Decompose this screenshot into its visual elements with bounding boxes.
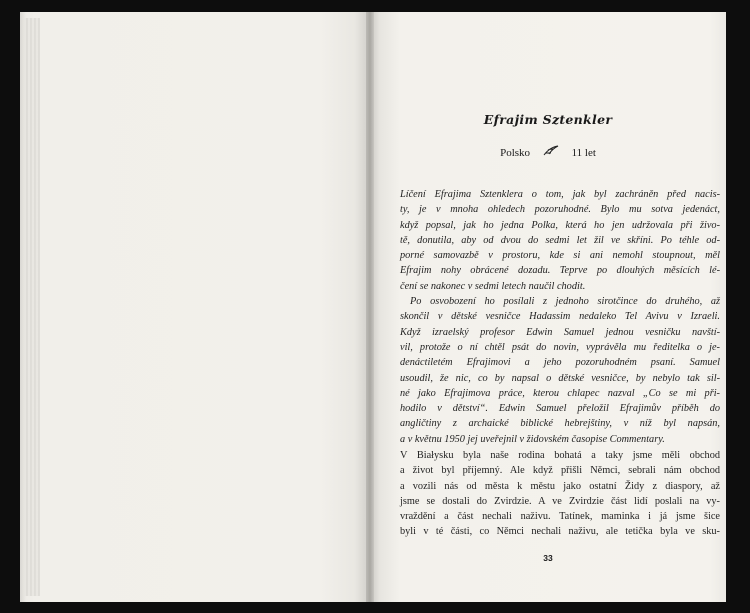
book-gutter bbox=[366, 12, 374, 602]
page-edges bbox=[24, 18, 40, 596]
body-paragraph bbox=[400, 448, 720, 540]
right-page bbox=[370, 12, 726, 602]
intro-line: Po osvobození ho posílali z jednoho sirotčince do druhého, až bbox=[410, 296, 720, 308]
intro-line: Efrajim nohy obrácené dozadu. Teprve po dlouhých měsících lé- bbox=[400, 265, 720, 277]
chapter-subtitle bbox=[370, 145, 726, 159]
intro-line: Líčení Efrajima Sztenklera o tom, jak byl zachráněn před nacis- bbox=[400, 189, 720, 200]
left-page bbox=[20, 12, 370, 602]
intro-paragraph bbox=[400, 187, 720, 447]
intro-line: porné samovazbě v prostoru, kde si ani nemohl stoupnout, měl bbox=[400, 250, 720, 262]
intro-line: když popsal, jak ho jedna Polka, která ho jen udržovala při živo- bbox=[400, 219, 720, 231]
intro-line: vil, protože o ní chtěl psát do novin, vyprávěla mu ředitelka o je- bbox=[400, 341, 720, 353]
age-label: 11 let bbox=[571, 147, 596, 159]
intro-line: hodilo v dětství“. Edwin Samuel přeložil Efrajimův příběh do bbox=[400, 403, 720, 415]
intro-line: ty, je v mnoha ohledech pozoruhodné. Bylo mu sotva jedenáct, bbox=[400, 204, 720, 216]
body-line: a život byl příjemný. Ale když přišli Němci, sebrali nám obchod bbox=[400, 465, 720, 477]
chapter-title: Efrajim Sztenkler bbox=[483, 112, 613, 127]
body-line: vraždění a část nechali naživu. Tatínek, maminka i já jsme šice bbox=[400, 511, 720, 523]
quill-icon bbox=[543, 145, 559, 159]
intro-line: skončil v dětské vesničce Hadassim nedaleko Tel Avivu v Izraeli. bbox=[400, 311, 720, 323]
body-line: jsme se dostali do Zvirdzie. A ve Zvirdzie část lidí poslali na vy- bbox=[400, 495, 720, 507]
intro-line: tě, donutila, aby od dvou do sedmi let žil ve skříni. Po téhle od- bbox=[400, 234, 720, 246]
intro-line: angličtiny z archaické biblické hebrejštiny, v níž byl napsán, bbox=[400, 418, 720, 430]
intro-line: Když izraelský profesor Edwin Samuel jednou vesničku navští- bbox=[400, 326, 720, 338]
body-line: a vozili nás od města k městu jako ostatní Židy z diaspory, až bbox=[400, 480, 720, 492]
intro-line: né jako Efrajimova práce, kterou chlapec nazval „Co se mi při- bbox=[400, 387, 720, 399]
country-label: Polsko bbox=[500, 147, 531, 159]
page-number: 33 bbox=[543, 553, 553, 563]
intro-line: čení se nakonec v sedmi letech naučil chodit. bbox=[400, 280, 586, 292]
body-line: byli v té části, co Němci nechali naživu, ale tetička byla ve sku- bbox=[400, 526, 720, 538]
intro-line: denáctiletém Efrajimovi a jeho pozoruhodném psaní. Samuel bbox=[400, 357, 720, 369]
intro-line: usoudil, že nic, co by napsal o dětské vesničce, by nebylo tak sil- bbox=[400, 372, 720, 384]
body-line: V Białysku byla naše rodina bohatá a taky jsme měli obchod bbox=[400, 450, 720, 461]
intro-line: a v květnu 1950 jej uveřejnil v židovském časopise Commentary. bbox=[400, 433, 665, 445]
open-book bbox=[20, 12, 726, 602]
